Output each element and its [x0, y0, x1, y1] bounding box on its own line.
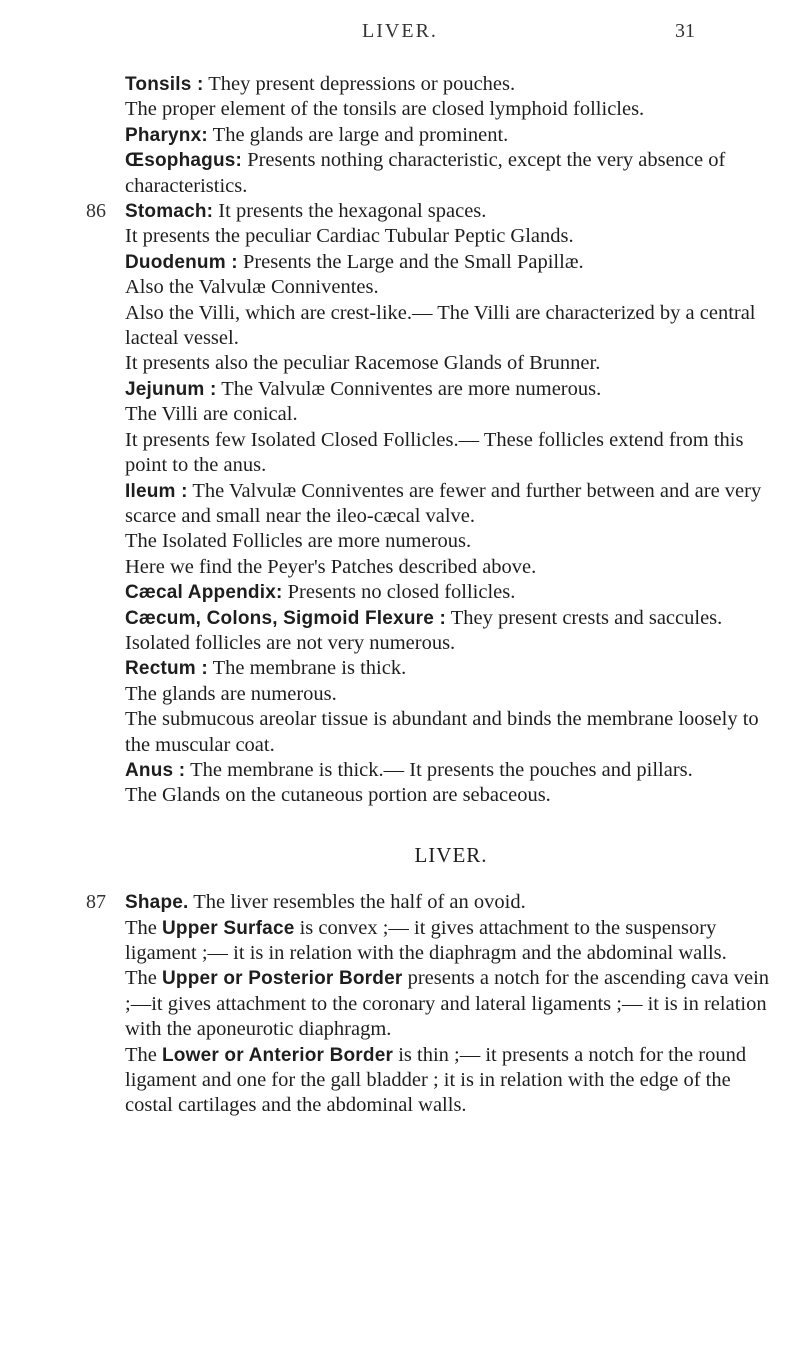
- entry-text: It presents the hexagonal spaces.: [213, 200, 487, 223]
- page-body: [86, 72, 777, 1119]
- entry-term: Anus :: [125, 759, 186, 781]
- entry: [125, 656, 777, 758]
- entry-paragraph: [125, 199, 777, 224]
- entry-paragraph: The submucous areolar tissue is abundant and binds the membrane loosely to the muscular coat.: [125, 708, 759, 756]
- entry-lead: The: [125, 916, 162, 939]
- entry: [125, 916, 777, 967]
- entry: [125, 123, 777, 148]
- entry-paragraph: [125, 758, 777, 783]
- entry: [125, 758, 777, 809]
- entry-paragraph: [125, 1043, 777, 1119]
- entry-paragraph: It presents the peculiar Cardiac Tubular Peptic Glands.: [125, 225, 574, 248]
- entry: [125, 606, 777, 657]
- entry-paragraph: [125, 250, 777, 275]
- entry-paragraph: Isolated follicles are not very numerous.: [125, 631, 456, 654]
- entry-text: The Valvulæ Conniventes are fewer and further between and are very scarce and small near the ileo-cæcal valve.: [125, 479, 762, 527]
- entry: [125, 377, 777, 479]
- entry-text: The glands are large and prominent.: [207, 123, 509, 146]
- entry-paragraph: Also the Villi, which are crest-like.— The Villi are characterized by a central lacteal vessel.: [125, 301, 756, 350]
- entry-term: Stomach:: [125, 201, 214, 223]
- entry-paragraph: [125, 72, 777, 97]
- liver-entries: [86, 890, 777, 1119]
- entry-paragraph: The Glands on the cutaneous portion are sebaceous.: [125, 784, 551, 807]
- entry-term: Ileum :: [125, 480, 188, 502]
- entry-term: Upper or Posterior Border: [162, 968, 403, 990]
- margin-number: 86: [86, 200, 106, 223]
- entry-term: Pharynx:: [125, 124, 208, 146]
- section-heading: LIVER.: [414, 842, 488, 867]
- entry-term: Cæcal Appendix:: [125, 582, 283, 604]
- entry: [125, 479, 777, 581]
- entry-text: is convex ;— it gives attachment to the suspensory ligament ;— it is in relation with the diaphragm and the abdominal walls.: [125, 916, 727, 964]
- running-head: LIVER.: [362, 20, 438, 42]
- entry-paragraph: [125, 479, 777, 530]
- page-number: 31: [675, 20, 695, 42]
- entry-paragraph: Here we find the Peyer's Patches described above.: [125, 555, 537, 578]
- entry: [125, 1043, 777, 1119]
- entry-term: Cæcum, Colons, Sigmoid Flexure :: [125, 607, 446, 629]
- entry-paragraph: [125, 916, 777, 967]
- entry-paragraph: [125, 123, 777, 148]
- entry-paragraph: The glands are numerous.: [125, 682, 337, 705]
- entry-paragraph: It presents few Isolated Closed Follicles.— These follicles extend from this point to the anus.: [125, 428, 744, 477]
- entry-paragraph: The Villi are conical.: [125, 403, 298, 426]
- entry-paragraph: [125, 966, 777, 1042]
- entry-paragraph: [125, 580, 777, 605]
- entry-term: Shape.: [125, 892, 189, 914]
- entry: [86, 890, 777, 915]
- entry-lead: The: [125, 1043, 162, 1066]
- entry-term: Lower or Anterior Border: [162, 1044, 394, 1066]
- entry-text: Presents the Large and the Small Papillæ.: [237, 250, 584, 273]
- entry-paragraph: [125, 148, 777, 199]
- margin-number: 87: [86, 891, 106, 914]
- entry-paragraph: It presents also the peculiar Racemose Glands of Brunner.: [125, 352, 601, 375]
- anatomy-entries: [86, 72, 777, 809]
- entry-term: Œsophagus:: [125, 150, 243, 172]
- entry-text: The membrane is thick.— It presents the pouches and pillars.: [185, 758, 693, 781]
- entry-text: Presents no closed follicles.: [282, 581, 516, 604]
- entry-paragraph: [125, 606, 777, 631]
- entry-paragraph: Also the Valvulæ Conniventes.: [125, 276, 379, 299]
- entry-paragraph: [125, 377, 777, 402]
- entry-paragraph: [125, 656, 777, 681]
- entry-text: is thin ;— it presents a notch for the round ligament and one for the gall bladder ; it is in relation with the edge of the costal cartilages and the abdominal walls.: [125, 1043, 747, 1117]
- entry-paragraph: [125, 890, 777, 915]
- entry-term: Duodenum :: [125, 251, 238, 273]
- entry: [86, 199, 777, 250]
- entry-term: Rectum :: [125, 658, 208, 680]
- entry: [125, 148, 777, 199]
- entry-term: Jejunum :: [125, 378, 217, 400]
- entry: [125, 72, 777, 123]
- entry-term: Tonsils :: [125, 74, 204, 95]
- entry-term: Upper Surface: [162, 917, 295, 939]
- entry: [125, 250, 777, 377]
- entry: [125, 580, 777, 605]
- entry-text: They present crests and saccules.: [446, 606, 723, 629]
- entry-lead: The: [125, 967, 162, 990]
- entry-text: presents a notch for the ascending cava vein ;—it gives attachment to the coronary and lateral ligaments ;— it is in relation with the aponeurotic diaphragm.: [125, 967, 770, 1041]
- entry-text: The Valvulæ Conniventes are more numerous.: [216, 377, 602, 400]
- entry-text: The liver resembles the half of an ovoid.: [188, 891, 526, 914]
- entry-paragraph: The proper element of the tonsils are closed lymphoid follicles.: [125, 98, 645, 121]
- entry-text: The membrane is thick.: [207, 657, 407, 680]
- entry-paragraph: The Isolated Follicles are more numerous.: [125, 530, 472, 553]
- entry-text: Presents nothing characteristic, except the very absence of characteristics.: [125, 149, 726, 197]
- entry: [125, 966, 777, 1042]
- entry-text: They present depressions or pouches.: [203, 73, 516, 95]
